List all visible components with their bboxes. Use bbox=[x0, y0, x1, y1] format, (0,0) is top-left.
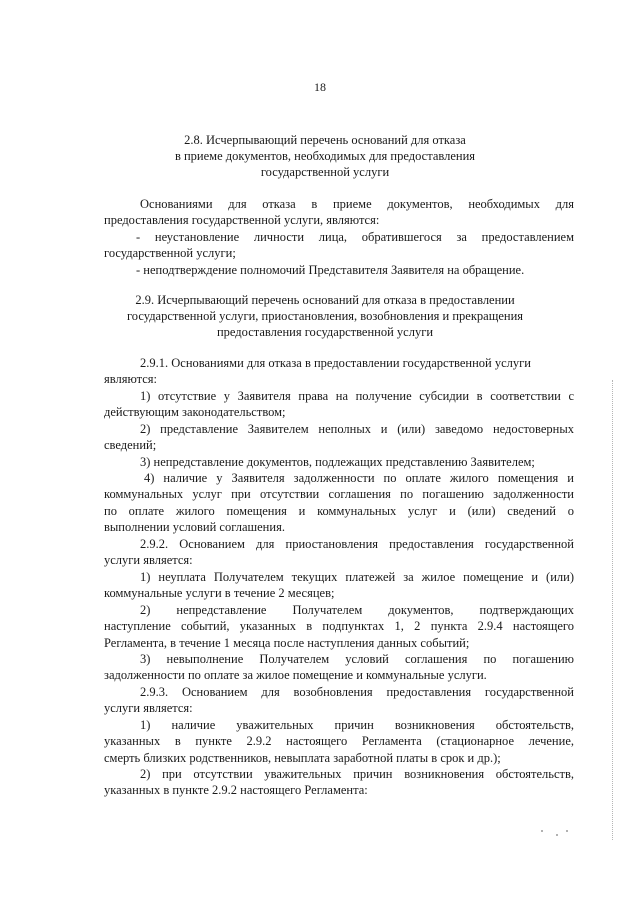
text-line: 2.9.2. Основанием для приостановления предоставления государственной bbox=[140, 537, 574, 551]
section-2-9-heading bbox=[100, 292, 550, 340]
text-line: Основаниями для отказа в приеме документов, необходимых для bbox=[140, 197, 574, 211]
text-line: 1) наличие уважительных причин возникновения обстоятельств, bbox=[140, 718, 574, 732]
text-line: указанных в пункте 2.9.2 настоящего Регламента: bbox=[104, 783, 368, 798]
text-line: услуги является: bbox=[104, 553, 193, 568]
text-line: сведений; bbox=[104, 438, 157, 453]
text-line: указанных в пункте 2.9.2 настоящего Регламента (стационарное лечение, bbox=[104, 734, 574, 749]
paragraph-2-9-1-item-1 bbox=[104, 388, 574, 421]
text-line: услуги является: bbox=[104, 701, 193, 716]
text-line: 2.9.1. Основаниями для отказа в предоставлении государственной услуги bbox=[140, 356, 531, 370]
paragraph-2-9-2 bbox=[104, 536, 574, 569]
text-line: 2) представление Заявителем неполных и (или) заведомо недостоверных bbox=[140, 422, 574, 436]
text-line: 3) непредставление документов, подлежащих представлению Заявителем; bbox=[140, 455, 535, 469]
text-line: 2) при отсутствии уважительных причин возникновения обстоятельств, bbox=[140, 767, 574, 781]
scan-speck bbox=[566, 830, 568, 832]
text-line: коммунальные услуги в течение 2 месяцев; bbox=[104, 586, 335, 601]
text-line: задолженности по оплате за жилое помещение и коммунальные услуги. bbox=[104, 668, 487, 683]
text-line: 3) невыполнение Получателем условий соглашения по погашению bbox=[140, 652, 574, 666]
text-line: наступление событий, указанных в подпунктах 1, 2 пункта 2.9.4 настоящего bbox=[104, 619, 574, 634]
text-line: Регламента, в течение 1 месяца после наступления данных событий; bbox=[104, 635, 470, 650]
text-line: 2) непредставление Получателем документов, подтверждающих bbox=[140, 603, 574, 617]
text-line: коммунальных услуг при отсутствии соглашения по погашению задолженности bbox=[104, 487, 574, 502]
paragraph-2-9-1 bbox=[104, 355, 574, 388]
text-line: предоставления государственной услуги, являются: bbox=[104, 213, 380, 228]
heading-line: государственной услуги, приостановления, возобновления и прекращения bbox=[126, 309, 524, 323]
heading-line: государственной услуги bbox=[260, 165, 390, 179]
text-line: - неподтверждение полномочий Представителя Заявителя на обращение. bbox=[136, 263, 525, 277]
text-line: по оплате жилого помещения и коммунальных услуг и (или) сведений о bbox=[104, 503, 574, 518]
paragraph-2-9-2-item-2 bbox=[104, 602, 574, 651]
heading-line: в приеме документов, необходимых для предоставления bbox=[174, 149, 476, 163]
text-line: 1) неуплата Получателем текущих платежей за жилое помещение и (или) bbox=[140, 570, 574, 584]
heading-line: 2.8. Исчерпывающий перечень оснований для отказа bbox=[184, 133, 466, 147]
paragraph-2-9-2-item-3 bbox=[104, 651, 574, 684]
text-line: выполнении условий соглашения. bbox=[104, 520, 285, 535]
paragraph-2-9-1-item-2 bbox=[104, 421, 574, 454]
text-line: 1) отсутствие у Заявителя права на получение субсидии в соответствии с bbox=[140, 389, 574, 403]
paragraph-2-9-1-item-3 bbox=[104, 454, 574, 470]
paragraph-2-9-3-item-2 bbox=[104, 766, 574, 799]
paragraph-2-9-1-item-4 bbox=[104, 470, 574, 536]
paragraph-2-9-2-item-1 bbox=[104, 569, 574, 602]
section-2-8-item-1 bbox=[104, 229, 574, 262]
text-line: 2.9.3. Основанием для возобновления предоставления государственной bbox=[140, 685, 574, 699]
paragraph-2-9-3 bbox=[104, 684, 574, 717]
text-line: действующим законодательством; bbox=[104, 405, 286, 420]
scan-edge-mark bbox=[612, 380, 614, 840]
section-2-8-intro bbox=[104, 196, 574, 229]
page-number: 18 bbox=[314, 80, 326, 94]
section-2-8-item-2 bbox=[104, 262, 574, 278]
text-line: являются: bbox=[104, 372, 158, 387]
section-2-8-heading bbox=[110, 132, 540, 180]
heading-line: 2.9. Исчерпывающий перечень оснований для отказа в предоставлении bbox=[135, 293, 515, 307]
heading-line: предоставления государственной услуги bbox=[216, 325, 434, 339]
scan-speck bbox=[556, 834, 558, 836]
scan-speck bbox=[541, 830, 543, 832]
text-line: государственной услуги; bbox=[104, 246, 236, 261]
text-line: смерть близких родственников, невыплата заработной платы в срок и др.); bbox=[104, 750, 501, 765]
paragraph-2-9-3-item-1 bbox=[104, 717, 574, 766]
text-line: - неустановление личности лица, обратившегося за предоставлением bbox=[136, 230, 574, 244]
text-line: 4) наличие у Заявителя задолженности по оплате жилого помещения и bbox=[144, 471, 574, 485]
